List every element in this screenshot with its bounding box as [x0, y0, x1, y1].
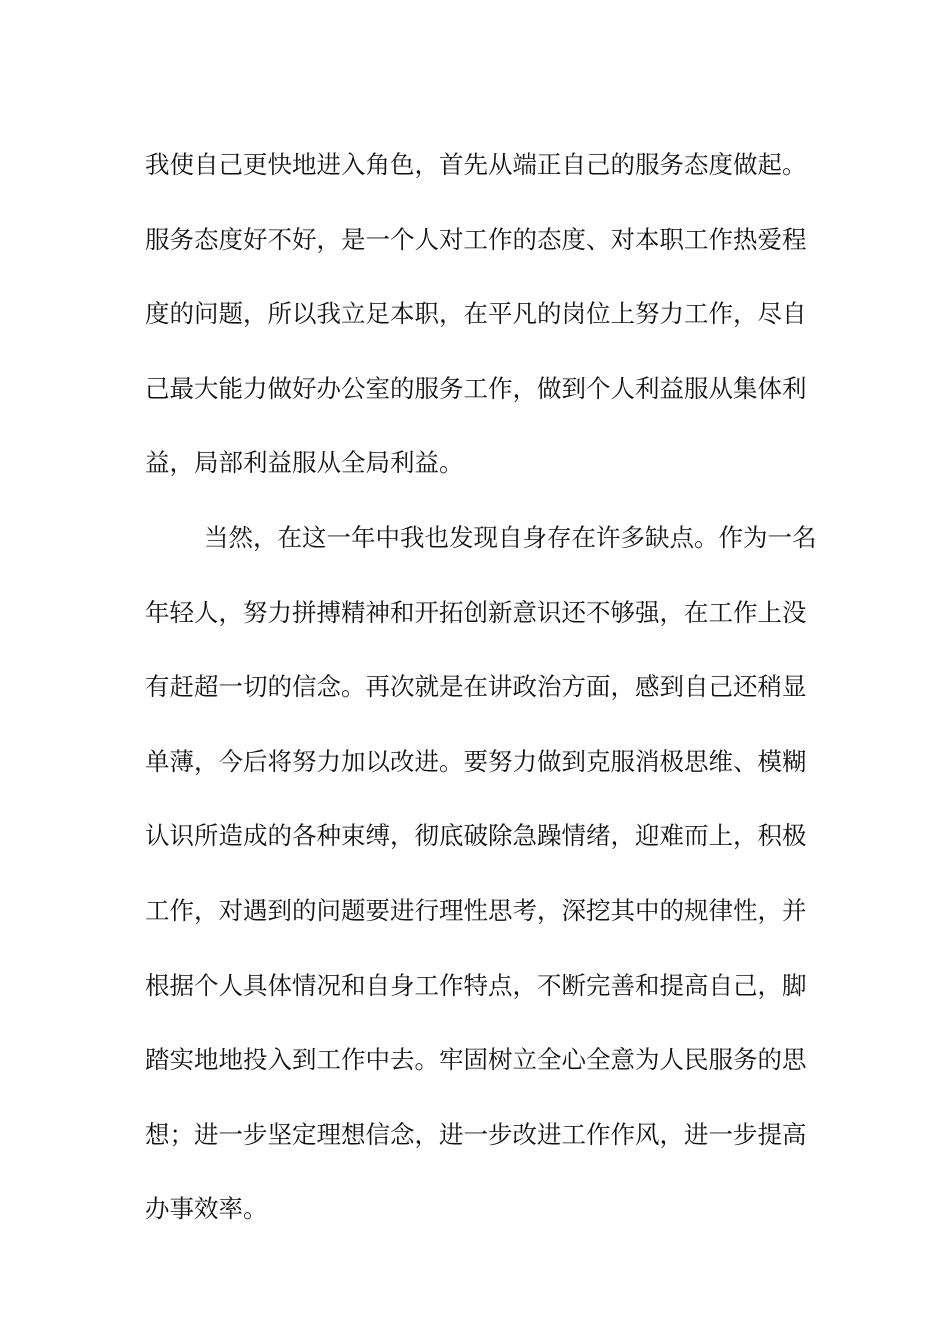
text-line: 度的问题，所以我立足本职，在平凡的岗位上努力工作，尽自 [145, 299, 807, 329]
text-line: 想；进一步坚定理想信念，进一步改进工作作风，进一步提高 [145, 1119, 807, 1149]
body-text [145, 128, 815, 1247]
text-line: 年轻人，努力拼搏精神和开拓创新意识还不够强，在工作上没 [145, 597, 807, 627]
text-line: 办事效率。 [145, 1194, 268, 1224]
text-line: 单薄，今后将努力加以改进。要努力做到克服消极思维、模糊 [145, 746, 807, 776]
text-line: 踏实地地投入到工作中去。牢固树立全心全意为人民服务的思 [145, 1045, 807, 1075]
text-line: 根据个人具体情况和自身工作特点，不断完善和提高自己，脚 [145, 970, 807, 1000]
text-line: 认识所造成的各种束缚，彻底破除急躁情绪，迎难而上，积极 [145, 821, 807, 851]
text-line: 益，局部利益服从全局利益。 [145, 448, 464, 478]
text-line: 服务态度好不好，是一个人对工作的态度、对本职工作热爱程 [145, 224, 807, 254]
text-line: 己最大能力做好办公室的服务工作，做到个人利益服从集体利 [145, 373, 807, 403]
text-line: 工作，对遇到的问题要进行理性思考，深挖其中的规律性，并 [145, 895, 807, 925]
text-line: 我使自己更快地进入角色，首先从端正自己的服务态度做起。 [145, 150, 807, 179]
paragraph-first-line: 当然，在这一年中我也发现自身存在许多缺点。作为一名 [204, 522, 817, 552]
text-line: 有赶超一切的信念。再次就是在讲政治方面，感到自己还稍显 [145, 672, 807, 702]
